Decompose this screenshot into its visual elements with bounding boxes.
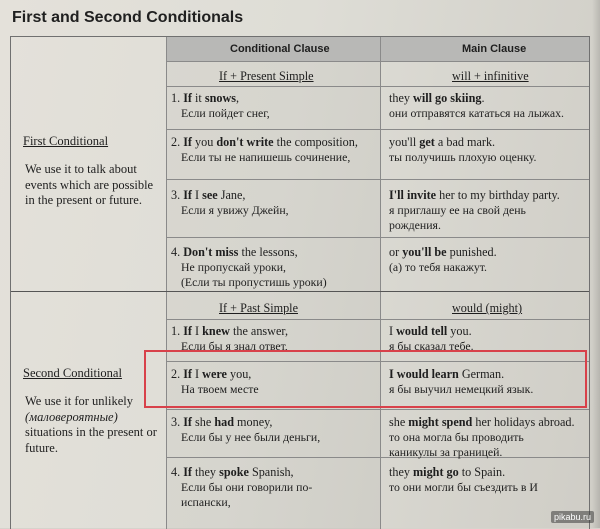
header-main-clause: Main Clause <box>462 43 527 55</box>
second-row-line-3 <box>166 409 589 410</box>
table-header <box>166 37 589 61</box>
second-row-2-conditional-en: 2. If I were you, <box>171 367 252 381</box>
second-row-2-main-ru-1: я бы выучил немецкий язык. <box>389 382 534 396</box>
highlight-box <box>144 350 587 408</box>
second-row-line-4 <box>166 457 589 458</box>
first-row-line-2 <box>166 129 589 130</box>
first-row-1-main-ru-1: они отправятся кататься на лыжах. <box>389 106 564 120</box>
first-row-line-3 <box>166 179 589 180</box>
second-rule-conditional: If + Past Simple <box>219 301 298 315</box>
second-row-3-conditional-ru-1: Если бы у нее были деньги, <box>181 430 321 444</box>
first-conditional-description: We use it to talk about events which are possible in the present or future. <box>25 162 154 207</box>
second-conditional-description: We use it for unlikely (маловероятные) situations in the present or future. <box>25 394 157 455</box>
second-row-3-main-ru-1: то она могла бы проводить <box>389 430 524 444</box>
first-row-2-conditional-en: 2. If you don't write the composition, <box>171 135 358 149</box>
second-row-3-main-en: she might spend her holidays abroad. <box>389 415 575 429</box>
page-title: First and Second Conditionals <box>12 9 244 26</box>
first-row-1-conditional-ru-1: Если пойдет снег, <box>181 106 270 120</box>
second-row-3-conditional-en: 3. If she had money, <box>171 415 273 429</box>
second-row-1-conditional-en: 1. If I knew the answer, <box>171 324 288 338</box>
page-edge-shadow <box>592 0 600 528</box>
second-row-4-conditional-ru-2: испански, <box>181 495 231 509</box>
divider-mid <box>380 37 381 529</box>
second-rule-main: would (might) <box>452 301 523 315</box>
watermark: pikabu.ru <box>551 511 594 523</box>
first-row-2-main-en: you'll get a bad mark. <box>389 135 496 149</box>
second-row-4-main-en: they might go to Spain. <box>389 465 506 479</box>
first-row-4-conditional-ru-1: Не пропускай уроки, <box>181 260 287 274</box>
first-row-1-conditional-en: 1. If it snows, <box>171 91 240 105</box>
second-row-2-main-en: I would learn German. <box>389 367 505 381</box>
first-row-3-main-ru-1: я приглашу ее на свой день <box>389 203 526 217</box>
header-conditional-clause: Conditional Clause <box>230 43 330 55</box>
first-row-2-conditional-ru-1: Если ты не напишешь сочинение, <box>181 150 351 164</box>
first-row-3-conditional-en: 3. If I see Jane, <box>171 188 246 202</box>
conditional-column-bg <box>167 61 380 529</box>
first-rule-main: will + infinitive <box>452 69 529 83</box>
first-row-4-conditional-en: 4. Don't miss the lessons, <box>171 245 298 259</box>
second-row-1-conditional-ru-1: Если бы я знал ответ, <box>181 339 288 353</box>
first-row-4-main-ru-1: (а) то тебя накажут. <box>389 260 487 274</box>
header-bottom-line <box>166 61 589 62</box>
first-row-1-main-en: they will go skiing. <box>389 91 485 105</box>
second-row-2-conditional-ru-1: На твоем месте <box>181 382 259 396</box>
first-row-4-conditional-ru-2: (Если ты пропустишь уроки) <box>181 275 327 289</box>
section-divider <box>11 291 589 292</box>
first-row-3-main-ru-2: рождения. <box>389 218 441 232</box>
first-row-line-4 <box>166 237 589 238</box>
second-row-4-main-ru-1: то они могли бы съездить в И <box>389 480 538 494</box>
first-row-3-conditional-ru-1: Если я увижу Джейн, <box>181 203 289 217</box>
first-row-2-main-ru-1: ты получишь плохую оценку. <box>389 150 537 164</box>
second-row-line-1 <box>166 319 589 320</box>
second-row-1-main-ru-1: я бы сказал тебе. <box>389 339 474 353</box>
conditionals-table <box>10 36 590 529</box>
second-row-3-main-ru-2: каникулы за границей. <box>389 445 503 459</box>
second-row-1-main-en: I would tell you. <box>389 324 472 338</box>
first-row-3-main-en: I'll invite her to my birthday party. <box>389 188 560 202</box>
first-row-4-main-en: or you'll be punished. <box>389 245 497 259</box>
second-conditional-name: Second Conditional <box>23 366 122 380</box>
first-rule-conditional: If + Present Simple <box>219 69 314 83</box>
first-conditional-name: First Conditional <box>23 134 109 148</box>
divider-left <box>166 37 167 529</box>
second-row-4-conditional-en: 4. If they spoke Spanish, <box>171 465 294 479</box>
second-row-4-conditional-ru-1: Если бы они говорили по- <box>181 480 313 494</box>
first-row-line-1 <box>166 86 589 87</box>
